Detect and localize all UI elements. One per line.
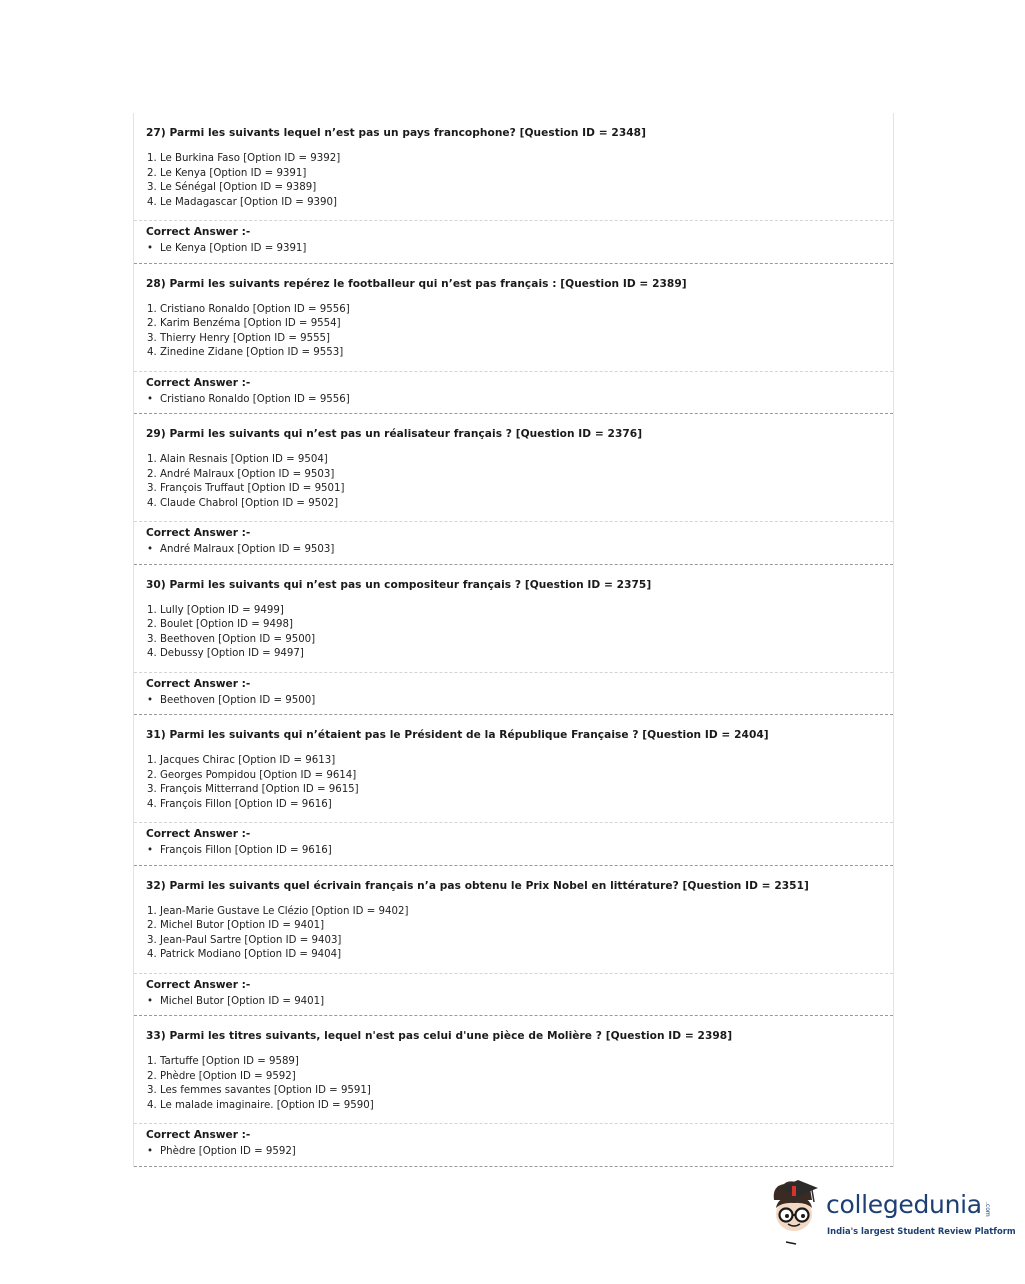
question-title: 29) Parmi les suivants qui n’est pas un réalisateur français ? [Question ID = 2376] — [146, 428, 643, 440]
correct-answer-label: Correct Answer :- — [146, 376, 251, 389]
question-body — [134, 113, 893, 221]
options-list — [147, 453, 344, 511]
option-item: 4. Debussy [Option ID = 9497] — [147, 648, 304, 660]
correct-answer-label: Correct Answer :- — [146, 978, 251, 991]
correct-answer-text: André Malraux [Option ID = 9503] — [160, 544, 335, 555]
option-item: 4. Patrick Modiano [Option ID = 9404] — [147, 949, 342, 961]
collegedunia-logo[interactable] — [766, 1178, 1016, 1250]
correct-answer — [147, 243, 306, 254]
question-block — [134, 414, 893, 565]
option-item: 2. Boulet [Option ID = 9498] — [147, 619, 293, 631]
option-item: 1. Alain Resnais [Option ID = 9504] — [147, 454, 328, 465]
mascot-icon — [766, 1178, 826, 1250]
option-item: 2. André Malraux [Option ID = 9503] — [147, 468, 335, 480]
bullet: • — [147, 694, 154, 706]
correct-answer — [147, 1146, 296, 1157]
question-title: 31) Parmi les suivants qui n’étaient pas le Président de la République Française ? [Question ID = 2404] — [146, 729, 769, 741]
bullet: • — [147, 995, 154, 1007]
question-body — [134, 866, 893, 974]
option-item: 2. Michel Butor [Option ID = 9401] — [147, 920, 325, 932]
question-body — [134, 1016, 893, 1124]
correct-answer-label: Correct Answer :- — [146, 527, 251, 539]
options-list — [147, 1055, 374, 1113]
logo-domain: .com — [984, 1202, 991, 1217]
option-item: 2. Georges Pompidou [Option ID = 9614] — [147, 769, 357, 781]
option-item: 4. François Fillon [Option ID = 9616] — [147, 798, 332, 810]
options-list — [147, 152, 340, 210]
option-item: 2. Karim Benzéma [Option ID = 9554] — [147, 318, 341, 330]
question-sheet — [133, 113, 894, 1167]
correct-answer-text: Michel Butor [Option ID = 9401] — [160, 995, 325, 1007]
options-list — [147, 604, 315, 662]
question-title: 28) Parmi les suivants repérez le footballeur qui n’est pas français : [Question ID = 2389] — [146, 277, 687, 290]
correct-answer-text: Phèdre [Option ID = 9592] — [160, 1146, 296, 1157]
bullet: • — [147, 544, 154, 555]
option-item: 3. Beethoven [Option ID = 9500] — [147, 633, 316, 645]
option-item: 3. Le Sénégal [Option ID = 9389] — [147, 182, 317, 194]
correct-answer-text: Cristiano Ronaldo [Option ID = 9556] — [160, 393, 350, 405]
question-body — [134, 264, 893, 372]
question-block — [134, 1016, 893, 1167]
option-item: 1. Jean-Marie Gustave Le Clézio [Option ID = 9402] — [147, 905, 409, 917]
bullet: • — [147, 243, 154, 254]
option-item: 3. Thierry Henry [Option ID = 9555] — [147, 332, 331, 344]
correct-answer — [147, 695, 315, 706]
option-item: 2. Le Kenya [Option ID = 9391] — [147, 167, 307, 179]
question-block — [134, 866, 893, 1017]
question-block — [134, 565, 893, 716]
question-title: 27) Parmi les suivants lequel n’est pas un pays francophone? [Question ID = 2348] — [146, 127, 646, 139]
option-item: 1. Cristiano Ronaldo [Option ID = 9556] — [147, 303, 350, 315]
logo-tagline: India's largest Student Review Platform — [827, 1226, 1016, 1236]
option-item: 3. François Mitterrand [Option ID = 9615] — [147, 784, 359, 796]
correct-answer-label: Correct Answer :- — [146, 677, 251, 690]
option-item: 4. Claude Chabrol [Option ID = 9502] — [147, 497, 339, 509]
option-item: 3. Les femmes savantes [Option ID = 9591] — [147, 1085, 371, 1097]
options-list — [147, 754, 359, 812]
question-title: 33) Parmi les titres suivants, lequel n'est pas celui d'une pièce de Molière ? [Question ID = 2398] — [146, 1030, 733, 1042]
option-item: 1. Le Burkina Faso [Option ID = 9392] — [147, 153, 341, 164]
option-item: 2. Phèdre [Option ID = 9592] — [147, 1070, 296, 1082]
option-item: 3. François Truffaut [Option ID = 9501] — [147, 483, 345, 495]
question-body — [134, 715, 893, 823]
option-item: 3. Jean-Paul Sartre [Option ID = 9403] — [147, 934, 342, 946]
correct-answer-text: François Fillon [Option ID = 9616] — [160, 845, 332, 856]
option-item: 4. Zinedine Zidane [Option ID = 9553] — [147, 347, 344, 359]
bullet: • — [147, 393, 154, 405]
options-list — [147, 303, 350, 361]
bullet: • — [147, 1146, 154, 1157]
question-block — [134, 715, 893, 866]
option-item: 1. Lully [Option ID = 9499] — [147, 604, 284, 616]
correct-answer-label: Correct Answer :- — [146, 1129, 251, 1141]
correct-answer-text: Beethoven [Option ID = 9500] — [160, 694, 316, 706]
correct-answer — [147, 845, 332, 856]
option-item: 4. Le malade imaginaire. [Option ID = 9590] — [147, 1099, 374, 1111]
question-title: 30) Parmi les suivants qui n’est pas un compositeur français ? [Question ID = 2375] — [146, 578, 652, 591]
correct-answer-label: Correct Answer :- — [146, 226, 251, 238]
bullet: • — [147, 845, 154, 856]
question-block — [134, 113, 893, 264]
correct-answer — [147, 544, 334, 555]
options-list — [147, 905, 408, 963]
option-item: 4. Le Madagascar [Option ID = 9390] — [147, 196, 337, 208]
correct-answer-text: Le Kenya [Option ID = 9391] — [160, 243, 307, 254]
question-block — [134, 264, 893, 415]
logo-wordmark: collegedunia — [826, 1190, 982, 1219]
question-title: 32) Parmi les suivants quel écrivain français n’a pas obtenu le Prix Nobel en littérature? [Question ID = 2351] — [146, 879, 809, 892]
option-item: 1. Jacques Chirac [Option ID = 9613] — [147, 755, 336, 766]
correct-answer — [147, 996, 324, 1007]
correct-answer-label: Correct Answer :- — [146, 828, 251, 840]
correct-answer — [147, 394, 350, 405]
option-item: 1. Tartuffe [Option ID = 9589] — [147, 1056, 299, 1067]
question-body — [134, 414, 893, 522]
question-body — [134, 565, 893, 673]
